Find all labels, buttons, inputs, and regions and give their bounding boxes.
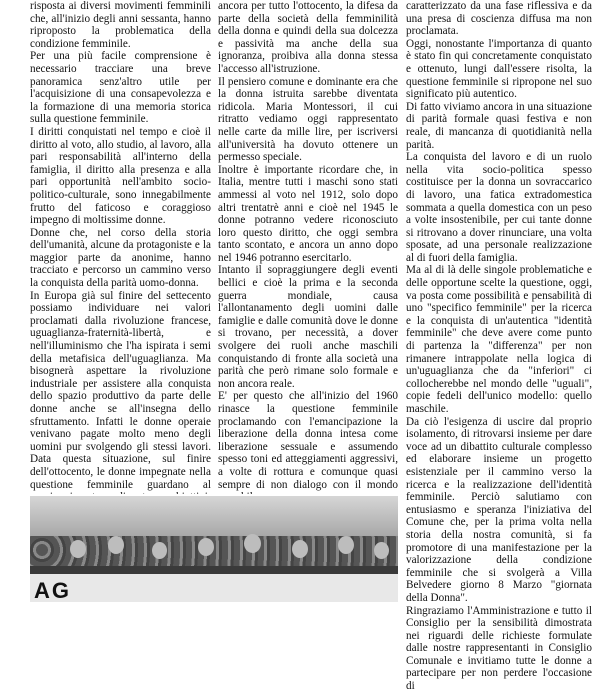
paragraph: risposta ai diversi movimenti femminili che, all'inizio degli anni sessanta, hanno riproposto la problematica della condizione femminile. — [30, 0, 211, 50]
photo-person — [374, 542, 389, 559]
paragraph: Da ciò l'esigenza di uscire dal proprio isolamento, di ritrovarsi insieme per dare voce ad un dibattito culturale complesso ed elaborare insieme un progetto esistenziale per il cammino verso la ricerca e la realizzazione dell'identità femminile. Perciò salutiamo con entusiasmo e speranza l'iniziativa del Comune che, per la prima volta nella storia della nostra comunità, si fa promotore di una manifestazione per la valorizzazione della condizione femminile che si svolgerà a Villa Belvedere giorno 8 Marzo "giornata della Donna". — [406, 415, 592, 604]
photo-banner — [30, 574, 398, 602]
paragraph: La conquista del lavoro e di un ruolo nella vita socio-politica spesso costituisce per la donna un sovraccarico di lavoro, una fatica extradomestica sommata a quella domestica con un peso a volte insostenibile, per cui tante donne si ritrovano a dover rinunciare, una volta sposate, ad una personale realizzazione al di fuori della famiglia. — [406, 151, 592, 264]
group-photo — [30, 494, 398, 602]
paragraph: Ma al di là delle singole problematiche e delle opportune scelte la questione, oggi, va posta come possibilità e pensabilità di uno "specifico femminile" per la ricerca e la conquista di un'autentica "identità femminile" che deve avere come punto di partenza la "differenza" per non rimanere intrappolate nella logica di un'uguaglianza che da "inferiori" ci collocherebbe nel mondo delle "uguali", copie fedeli dell'unico modello: quello maschile. — [406, 264, 592, 415]
photo-person — [338, 536, 354, 554]
photo-person — [244, 534, 261, 553]
paragraph: caratterizzato da una fase riflessiva e da una presa di coscienza diffusa ma non proclamata. — [406, 0, 592, 38]
text-column-2 — [218, 0, 398, 567]
paragraph: Intanto il sopraggiungere degli eventi bellici e cioè la prima e la seconda guerra mondiale, causa l'allontanamento degli uomini dalle famiglie e dalle comunità dove le donne si trovano, per necessità, a dover svolgere dei ruoli anche maschili conquistando di fronte alla società una parità che però rimane solo formale e non ancora reale. — [218, 264, 398, 390]
paragraph: E' per questo che all'inizio del 1960 rinasce la questione femminile proclamando con l'emancipazione la liberazione della donna intesa come liberazione sessuale e assumendo spesso toni ed atteggiamenti aggressivi, a volte di rottura e comunque quasi sempre di non dialogo con il mondo — [218, 390, 398, 491]
paragraph: In Europa già sul finire del settecento possiamo individuare nei valori proclamati dalla rivoluzione francese, uguaglianza-fraternità-libertà, e nell'illuminismo che l'ha ispirata i semi della metafisica dell'uguaglianza. Ma bisognerà aspettare la rivoluzione industriale per assistere alla conquista dello spazio produttivo da parte delle donne anche se all'insegna dello sfruttamento. Infatti le donne operaie venivano pagate molto meno degli uomini pur svolgendo gli stessi lavori. Data questa situazione, sul finire dell'ottocento, le donne impegnate nella questione femminile guardano al — [30, 289, 211, 491]
paragraph: Oggi, nonostante l'importanza di quanto è stato fin qui concretamente conquistato e ottenuto, lungi dall'essere risolta, la questione femminile si ripropone nel suo significato più autentico. — [406, 37, 592, 101]
paragraph: I diritti conquistati nel tempo e cioè il diritto al voto, allo studio, al lavoro, alla pari responsabilità all'interno della famiglia, il diritto alla presenza e alla pari opportunità nell'ambito socio-politico-culturale, sono innegabilmente frutto del faticoso e coraggioso impegno di moltissime donne. — [30, 125, 211, 227]
paragraph: Il pensiero comune e dominante era che la donna istruita sarebbe diventata ridicola. Maria Montessori, il cui ritratto vediamo oggi rappresentato nelle carte da mille lire, per iscriversi all'università ha dovuto ottenere un permesso speciale. — [218, 75, 398, 164]
photo-person — [152, 542, 167, 559]
photo-person — [70, 540, 86, 558]
paragraph: ancora per tutto l'ottocento, la difesa da parte della società della femminilità della donna e quindi della sua dolcezza e passività ma anche della sua ignoranza, proibiva alla donna stessa l'accesso all'istruzione. — [218, 0, 398, 75]
paragraph: Di fatto viviamo ancora in una situazione di parità formale quasi festiva e non reale, di mancanza di quotidianità nella parità. — [406, 100, 592, 151]
paragraph: Inoltre è importante ricordare che, in Italia, mentre tutti i maschi sono stati ammessi al voto nel 1912, solo dopo altri trentatrè anni e cioè nel 1945 le donne potranno vedere riconosciuto loro questo diritto, che oggi sembra tanto scontato, e ancora un anno dopo nel 1946 potranno esercitarlo. — [218, 163, 398, 264]
text-column-3 — [406, 0, 592, 693]
photo-person — [198, 538, 214, 556]
photo-person — [292, 540, 308, 558]
paragraph: Ringraziamo l'Amministrazione e tutto il Consiglio per la sensibilità dimostrata nei riguardi delle richieste formulate dalle nostre rappresentanti in Consiglio Comunale e invitiamo tutte le donne a partecipare per non perdere l'occasione di — [406, 604, 592, 693]
photo-person — [108, 536, 124, 554]
text-column-1 — [30, 0, 211, 529]
paragraph: Per una più facile comprensione è necessario tracciare una breve panoramica senz'altro utile per l'acquisizione di una consapevolezza e la formazione di una memoria storica sulla questione femminile. — [30, 50, 211, 126]
banner-text: AG — [34, 578, 71, 602]
paragraph: Donne che, nel corso della storia dell'umanità, alcune da protagoniste e la maggior parte da anonime, hanno tracciato e percorso un cammino verso la conquista della parità uomo-donna. — [30, 226, 211, 290]
